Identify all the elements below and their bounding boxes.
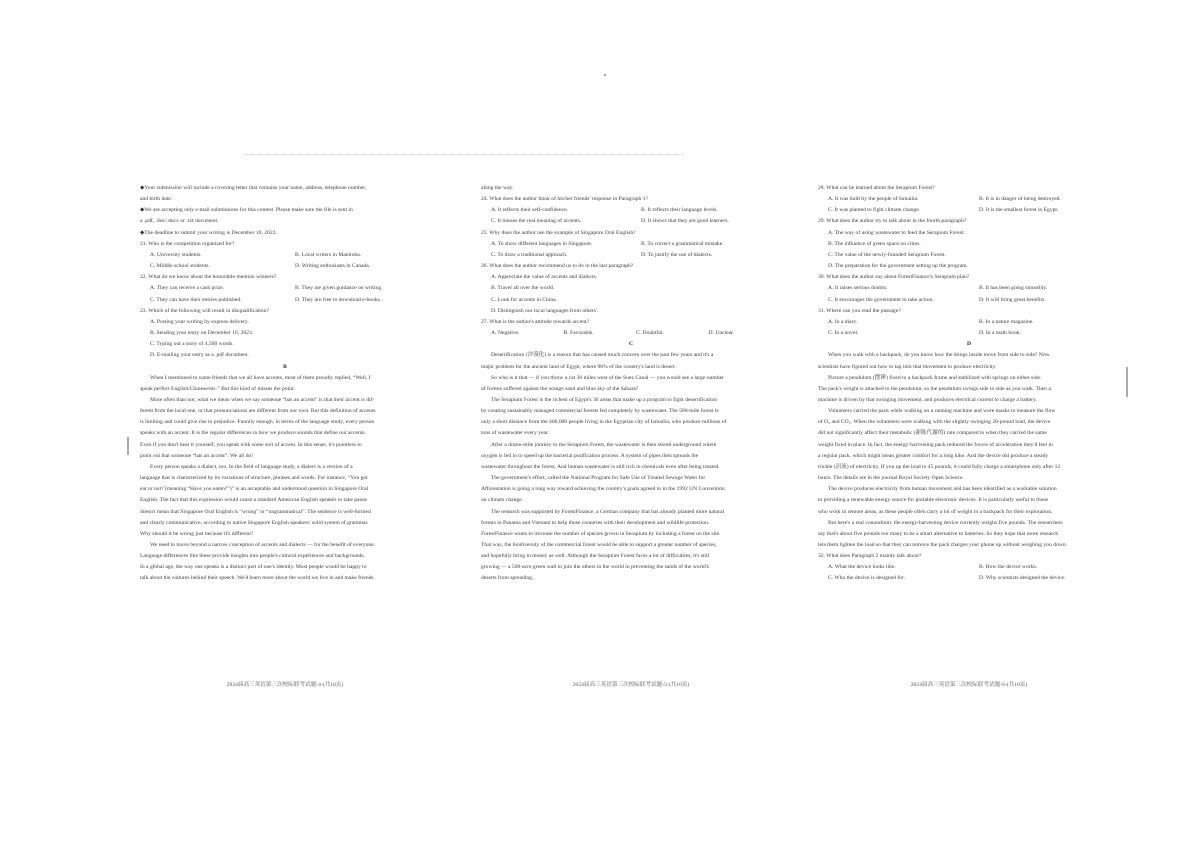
page-edge-mark (127, 437, 129, 455)
option: A. The way of using wastewater to feed the Serapium Forest. (828, 229, 965, 236)
passage-line: weight fixed in place. In fact, the energy-harvesting pack reduced the forces of acceleration they'd feel in (818, 441, 1053, 448)
passage-line: growing — a 500-acre green wall to join the others in the world in preventing the sands of the world's (481, 564, 709, 571)
passage-line: did not significantly affect their metabolic (新陈代谢的) rate compared to when they carried the same (818, 430, 1047, 437)
passage-line: ForestFinance wants to increase the number of species grown in Serapium by including a forest on the site. (481, 530, 721, 537)
passage-line: who work in remote areas, as these people often carry a lot of weight in a backpack for their exploration. (818, 508, 1053, 515)
passage-line: More often than not, what we mean when we say someone “has an accent” is that their accent is dif- (150, 396, 375, 403)
option: A. To show different languages in Singapore. (491, 240, 593, 247)
passage-line: The research was supported by ForestFinance, a German company that has already planted more natural (491, 508, 725, 515)
option: D. Distinguish our local languages from others'. (491, 307, 599, 314)
option: B. Favorable. (563, 330, 594, 337)
passage-line: speaks with an accent. It is the regular differences in how we produce sounds that define our accents. (140, 430, 366, 437)
option: D. To justify the use of dialects. (641, 251, 713, 258)
options-row (140, 250, 430, 261)
option: C. The value of the newly-founded Serapium Forest. (828, 251, 946, 258)
option: B. Travel all over the world. (491, 285, 555, 292)
options-row (818, 283, 1120, 294)
passage-line: talk about the cultures behind their speech. We'd learn more about the world we live in and make friends (140, 575, 374, 582)
options-row (818, 573, 1120, 584)
section-heading: C (628, 341, 634, 348)
option: C. Doubtful. (636, 330, 665, 337)
passage-line: Why should it be wrong just because it's different? (140, 530, 254, 537)
option: D. Why scientists designed the device. (979, 575, 1066, 582)
option: C. It misses the real meaning of accents. (491, 218, 582, 225)
option: A. It was built by the people of Ismailia. (828, 196, 919, 203)
options-row (481, 239, 781, 250)
passage-line: and hopefully bring in money as well. Although the Serapium Forest faces a lot of difficulties, it's still (481, 553, 710, 560)
passage-line: That way, the biodiversity of the commercial forest would be able to support a greater number of species, (481, 542, 717, 548)
option: A. In a diary. (828, 318, 858, 325)
passage-line: a regular pack, which might mean greater comfort for a long hike. And the device did produce a steady (818, 452, 1049, 459)
section-heading: B (283, 363, 287, 370)
option: D. E-mailing your entry as a .pdf document. (150, 352, 249, 359)
text-line: ◆Your submission will include a covering letter that contains your name, address, telephone number, (140, 185, 367, 191)
question-28: 28. What can be learned about the Serapium Forest? (818, 185, 935, 191)
option: B. To correct a grammatical mistake. (641, 240, 724, 247)
passage-line: Language differences like these provide insights into people's cultural experiences and backgrounds. (140, 553, 365, 560)
option: D. Writing enthusiasts in Canada. (295, 263, 371, 270)
passage-line: Picture a pendulum (摆锤) fixed to a backpack frame and stabilized with springs on either side. (828, 374, 1042, 381)
page-edge-mark (1126, 367, 1128, 397)
passage-line: of O₂ and CO₂. When the volunteers were walking with the slightly swinging 20-pound load, the device (818, 419, 1051, 426)
fold-line (244, 154, 684, 155)
passage-line: doesn't mean that Singapore Oral English is “wrong” or “ungrammatical”. The sentence is well-formed (140, 508, 371, 515)
column-page-4 (140, 183, 430, 585)
passage-line: Every person speaks a dialect, too. In the field of language study, a dialect is a version of a (150, 463, 353, 470)
option: C. Look for accents in China. (491, 296, 558, 303)
options-row (818, 562, 1120, 573)
question-24: 24. What does the author think of his/her friends' response in Paragraph 1? (481, 196, 648, 203)
passage-line: Desertification (沙漠化) is a reason that has caused much concern over the past few years and it's a (491, 352, 714, 359)
passage-line: oxygen is fed in to speed up the bacterial purification process. A system of pipes then spreads the (481, 452, 699, 459)
options-row (818, 295, 1120, 306)
passage-line: Even if you don't hear it yourself, you speak with some sort of accent. In this sense, it's pointless to (140, 441, 362, 448)
passage-line: The government's effort, called the National Program for Safe Use of Treated Sewage Water for (491, 475, 706, 482)
passage-line: The device produces electricity from human movement and has been identified as a workable solution (828, 486, 1057, 493)
passage-line: When you walk with a backpack, do you know how the things inside move from side to side? Now (828, 352, 1050, 359)
passage-line: We need to move beyond a narrow conception of accents and dialects — for the benefit of everyone. (150, 542, 376, 548)
passage-line: The Serapium Forest is the richest of Egypt's 36 areas that make up a program to fight desertification (491, 396, 718, 403)
text-line: along the way. (481, 185, 514, 191)
option: C. Middle school students. (150, 263, 210, 270)
option: C. It encourages the government to take action. (828, 296, 934, 303)
options-row (818, 328, 1120, 339)
passage-line: So who is it that — if you throw a cat 30 miles west of the Suez Canal — you would see a large number (491, 374, 724, 381)
passage-line: deserts from spreading. (481, 575, 534, 582)
passage-line: trickle (涓流) of electricity. If you up the load to 45 pounds, it could fully charge a smartphone only after 12 (818, 463, 1061, 470)
text-line: and birth date. (140, 196, 173, 203)
passage-line: wastewater throughout the forest. And human wastewater is still rich in chemicals even after being treated. (481, 463, 720, 470)
passage-line: machine is driven by that swinging movement, and produces electrical current to charge a battery. (818, 396, 1037, 403)
option: D. Unclear. (708, 330, 735, 337)
option: A. It reflects their self-confidence. (491, 207, 569, 214)
scan-speck (604, 74, 606, 76)
question-23: 23. Which of the following will result in disqualification? (140, 307, 269, 314)
text-line: ◆The deadline to submit your writing is December 10, 2023. (140, 229, 277, 236)
text-line: a .pdf, .doc/.docx or .txt document. (140, 218, 219, 225)
passage-line: Afforestation is going a long way toward achieving the country's goals agreed to in the 1992 UN Convention (481, 486, 725, 493)
options-row (481, 250, 781, 261)
passage-line: After a dozen-mile journey to the Serapium Forest, the wastewater is then stored underground where (491, 441, 717, 448)
option: D. The preparation for the government setting up the program. (828, 263, 968, 270)
passage-line: by creating sustainably managed commercial forests fed completely by wastewater. The 500-mile forest is (481, 408, 719, 415)
option: C. Who the device is designed for. (828, 575, 905, 582)
passage-line: only a short distance from the 400,000 people living in the Egyptian city of Ismailia, who produce millions of (481, 419, 727, 426)
passage-line: tons of wastewater every year. (481, 430, 549, 437)
option: A. Negative. (491, 330, 520, 337)
option: A. Posting your writing by express delivery. (150, 318, 249, 325)
option: A. University students. (150, 251, 202, 258)
option: C. They can have their entries published. (150, 296, 242, 303)
question-25: 25. Why does the author use the example of Singapore Oral English? (481, 229, 636, 236)
passage-line: forests in Panama and Vietnam to help those countries with their development and wildlife protection. (481, 519, 710, 526)
options-row (140, 283, 430, 294)
option: A. Appreciate the value of accents and dialects. (491, 274, 598, 281)
passage-line: Volunteers carried the pack while walking on a running machine and wore masks to measure the flow (828, 408, 1056, 415)
option: B. The influence of green space on cities. (828, 240, 921, 247)
question-21: 21. Who is the competition organized for? (140, 240, 235, 247)
options-row (140, 261, 430, 272)
option: B. Sending your entry on December 16, 2023. (150, 330, 254, 337)
question-30: 30. What does the author say about ForestFinance's Serapium plan? (818, 274, 970, 281)
passage-line: But here's a real conundrum: the energy-harvesting device currently weighs five pounds. The researchers (828, 519, 1063, 526)
passage-line: When I mentioned to some friends that we all have accents, most of them proudly replied, “Well, I (150, 374, 371, 381)
option: A. It raises serious doubts. (828, 285, 888, 292)
passage-line: hours. The details are in the journal Royal Society Open Science. (818, 475, 964, 482)
question-31: 31. Where can you read the passage? (818, 307, 901, 314)
option: B. They are given guidance on writing. (295, 285, 383, 292)
passage-line: is limiting and could give rise to prejudice. Funnily enough, in terms of the language study, every person (140, 419, 375, 426)
passage-line: on climate change. (481, 497, 524, 504)
option: D. It shows that they are good learners. (641, 218, 729, 225)
page-footer-6: 2024届高三英语第三次校际联考试题-6-(共10页) (910, 682, 1028, 688)
option: B. It is in danger of being destroyed. (979, 196, 1061, 203)
option: B. It reflects their language levels. (641, 207, 718, 214)
passage-line: ferent from the local one, or that pronunciations are different from our own. But this definition of accents (140, 408, 376, 415)
question-27: 27. What is the author's attitude towards accent? (481, 318, 590, 325)
passage-line: English. The fact that this expression would cause a standard American English speaker to take pause (140, 497, 367, 504)
option: B. Local writers in Manitoba. (295, 251, 362, 258)
options-row (481, 216, 781, 227)
options-row (818, 205, 1120, 216)
column-page-6 (818, 183, 1120, 585)
option: B. It has been going smoothly. (979, 285, 1048, 292)
options-row (481, 328, 781, 339)
options-row (818, 317, 1120, 328)
passage-line: scientists have figured out how to tap into that movement to produce electricity. (818, 363, 997, 370)
page-footer-4: 2024届高三英语第三次校际联考试题-4-(共10页) (226, 682, 344, 688)
section-heading: D (966, 341, 972, 348)
passage-line: of forests suffered against the orange sand and blue sky of the Sahara? (481, 385, 639, 392)
option: C. To draw a traditional approach. (491, 251, 568, 258)
column-page-5 (481, 183, 781, 585)
passage-line: to providing a renewable energy source for portable electronic devices. It is particularly useful to those (818, 497, 1049, 504)
passage-line: In a global age, the way one speaks is a distinct part of one's identity. Most people would be happy to (140, 564, 367, 571)
passage-line: say that's about five pounds too many to be a smart alternative to batteries. So they hope that more research (818, 530, 1059, 537)
options-row (140, 295, 430, 306)
passage-line: and clearly communicative, according to native Singapore English speakers' solid system of grammar. (140, 519, 369, 526)
option: A. What the device looks like. (828, 564, 896, 571)
question-22: 22. What do we know about the honorable mention winners? (140, 274, 277, 281)
page-footer-5: 2024届高三英语第三次校际联考试题-5-(共10页) (572, 682, 690, 688)
passage-line: The pack's weight is attached to the pendulum, so the pendulum swings side to side as you walk. Then a (818, 385, 1051, 392)
option: A. They can receive a cash prize. (150, 285, 225, 292)
option: C. Typing out a story of 4,500 words. (150, 341, 234, 348)
passage-line: speak perfect English/Chinese/etc.” But this kind of misses the point. (140, 385, 295, 392)
option: D. They are free to download e-books. (295, 296, 382, 303)
option: B. In a nature magazine. (979, 318, 1034, 325)
option: C. It was planted to fight climate change. (828, 207, 921, 214)
option: C. In a novel. (828, 330, 859, 337)
option: D. It will bring great benefits. (979, 296, 1046, 303)
options-row (818, 194, 1120, 205)
question-26: 26. What does the author recommend us to do in the last paragraph? (481, 263, 634, 270)
passage-line: language that is characterized by its variations of structure, phrases and words. For instance, “You got (140, 475, 368, 482)
exam-sheet (140, 183, 1068, 688)
text-line: ◆We are accepting only e-mail submissions for this contest. Please make sure the file is sent in (140, 207, 353, 214)
passage-line: point out that someone “has an accent”. We all do! (140, 452, 254, 459)
option: D. In a math book. (979, 330, 1021, 337)
passage-line: eat or not? (meaning “Have you eaten?”)” is an acceptable and understood question in Singapore Oral (140, 486, 369, 493)
question-32: 32. What does Paragraph 2 mainly talk about? (818, 553, 922, 560)
passage-line: lets them lighten the load so that they can remove the pack charges your phone up without weighing you down. (818, 542, 1068, 548)
passage-line: major problem for the ancient land of Egypt, where 96% of the country's land is desert. (481, 363, 677, 370)
option: B. How the device works. (979, 564, 1038, 571)
option: D. It is the smallest forest in Egypt. (979, 207, 1059, 214)
question-29: 29. What does the author try to talk about in the fourth paragraph? (818, 218, 967, 225)
options-row (481, 205, 781, 216)
